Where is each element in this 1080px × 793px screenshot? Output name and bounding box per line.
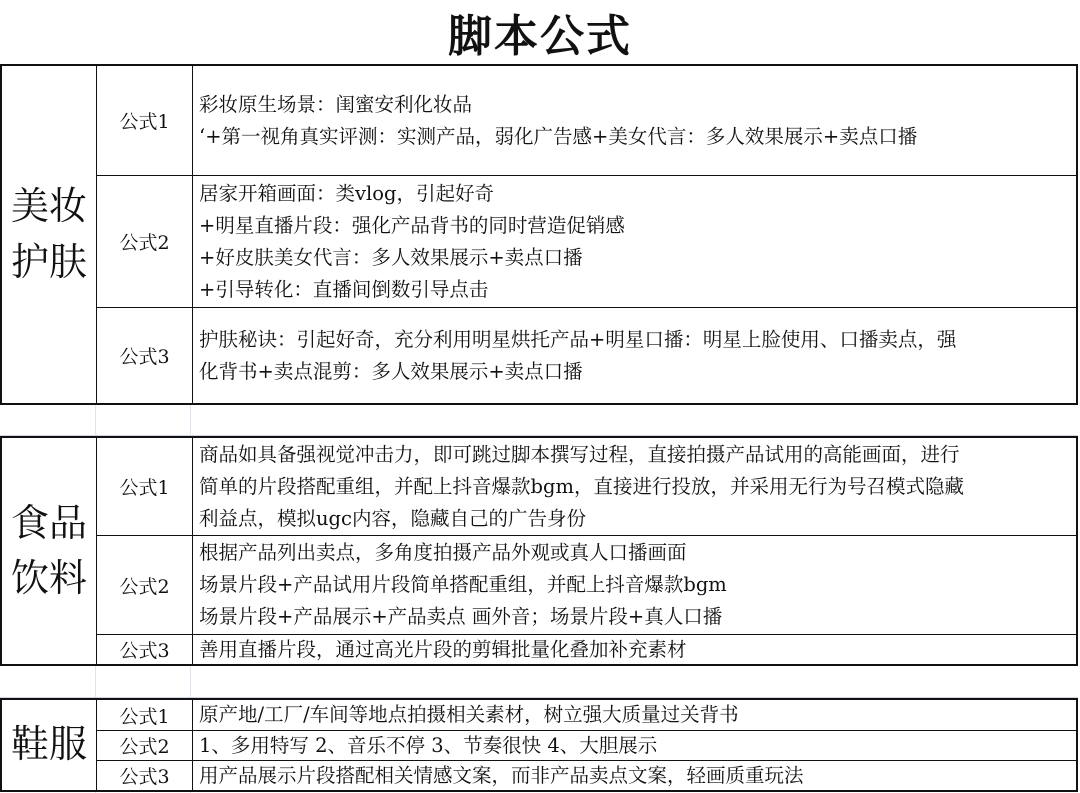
formula-content [193,536,1076,634]
content-line: 化背书+卖点混剪：多人效果展示+卖点口播 [199,359,583,383]
category-label: 美妆 护肤 [10,184,87,284]
formula-label: 公式3 [97,761,193,790]
table-row [97,700,1076,731]
content-line: 利益点，模拟ugc内容，隐藏自己的广告身份 [199,506,586,530]
category-label: 食品 饮料 [10,500,87,600]
table-row [97,438,1076,536]
content-line: +好皮肤美女代言：多人效果展示+卖点口播 [199,245,583,269]
formula-content [193,66,1076,175]
formula-content [193,308,1076,403]
section-food [0,436,1078,666]
formula-label: 公式3 [97,308,193,403]
content-line: 原产地/工厂/车间等地点拍摄相关素材，树立强大质量过关背书 [199,703,739,726]
content-line: 商品如具备强视觉冲击力，即可跳过脚本撰写过程，直接拍摄产品试用的高能画面，进行 [199,442,960,466]
category-cell [2,66,97,403]
table-row [97,308,1076,403]
table-row [97,761,1076,790]
content-line: 场景片段+产品试用片段简单搭配重组，并配上抖音爆款bgm [199,573,727,596]
category-label: 鞋服 [10,722,87,767]
formula-label: 公式1 [97,700,193,730]
formula-content [193,438,1076,535]
formula-content [193,635,1076,664]
content-line: 护肤秘诀：引起好奇，充分利用明星烘托产品+明星口播：明星上脸使用、口播卖点，强 [199,327,957,351]
page-title: 脚本公式 [0,0,1080,64]
table-row [97,635,1076,664]
empty-row [0,405,1078,436]
table-row [97,176,1076,308]
table-row [97,731,1076,761]
formula-label: 公式2 [97,176,193,307]
content-line: 居家开箱画面：类vlog，引起好奇 [199,181,494,205]
content-line: 用产品展示片段搭配相关情感文案，而非产品卖点文案，轻画质重玩法 [199,763,804,787]
formula-content [193,176,1076,307]
empty-row [0,666,1078,698]
formula-content [193,700,1076,730]
formula-content [193,761,1076,790]
content-line: 善用直播片段，通过高光片段的剪辑批量化叠加补充素材 [199,637,687,661]
content-line: 根据产品列出卖点，多角度拍摄产品外观或真人口播画面 [199,541,687,564]
content-line: 简单的片段搭配重组，并配上抖音爆款bgm，直接进行投放，并采用无行为号召模式隐藏 [199,474,964,498]
content-line: 彩妆原生场景：闺蜜安利化妆品 [199,92,473,116]
table-row [97,66,1076,176]
section-apparel [0,698,1078,792]
content-line: +引导转化：直播间倒数引导点击 [199,277,489,301]
formula-label: 公式3 [97,635,193,664]
content-line: +明星直播片段：强化产品背书的同时营造促销感 [199,213,625,237]
table-row [97,536,1076,635]
formula-label: 公式1 [97,438,193,535]
formula-label: 公式1 [97,66,193,175]
section-beauty [0,64,1078,405]
formula-label: 公式2 [97,536,193,634]
formula-label: 公式2 [97,731,193,760]
category-cell [2,438,97,664]
formula-content [193,731,1076,760]
content-line: 场景片段+产品展示+产品卖点 画外音；场景片段+真人口播 [199,605,723,628]
content-line: 1、多用特写 2、音乐不停 3、节奏很快 4、大胆展示 [199,733,658,757]
category-cell [2,700,97,790]
content-line: ‘+第一视角真实评测：实测产品，弱化广告感+美女代言：多人效果展示+卖点口播 [199,124,918,148]
